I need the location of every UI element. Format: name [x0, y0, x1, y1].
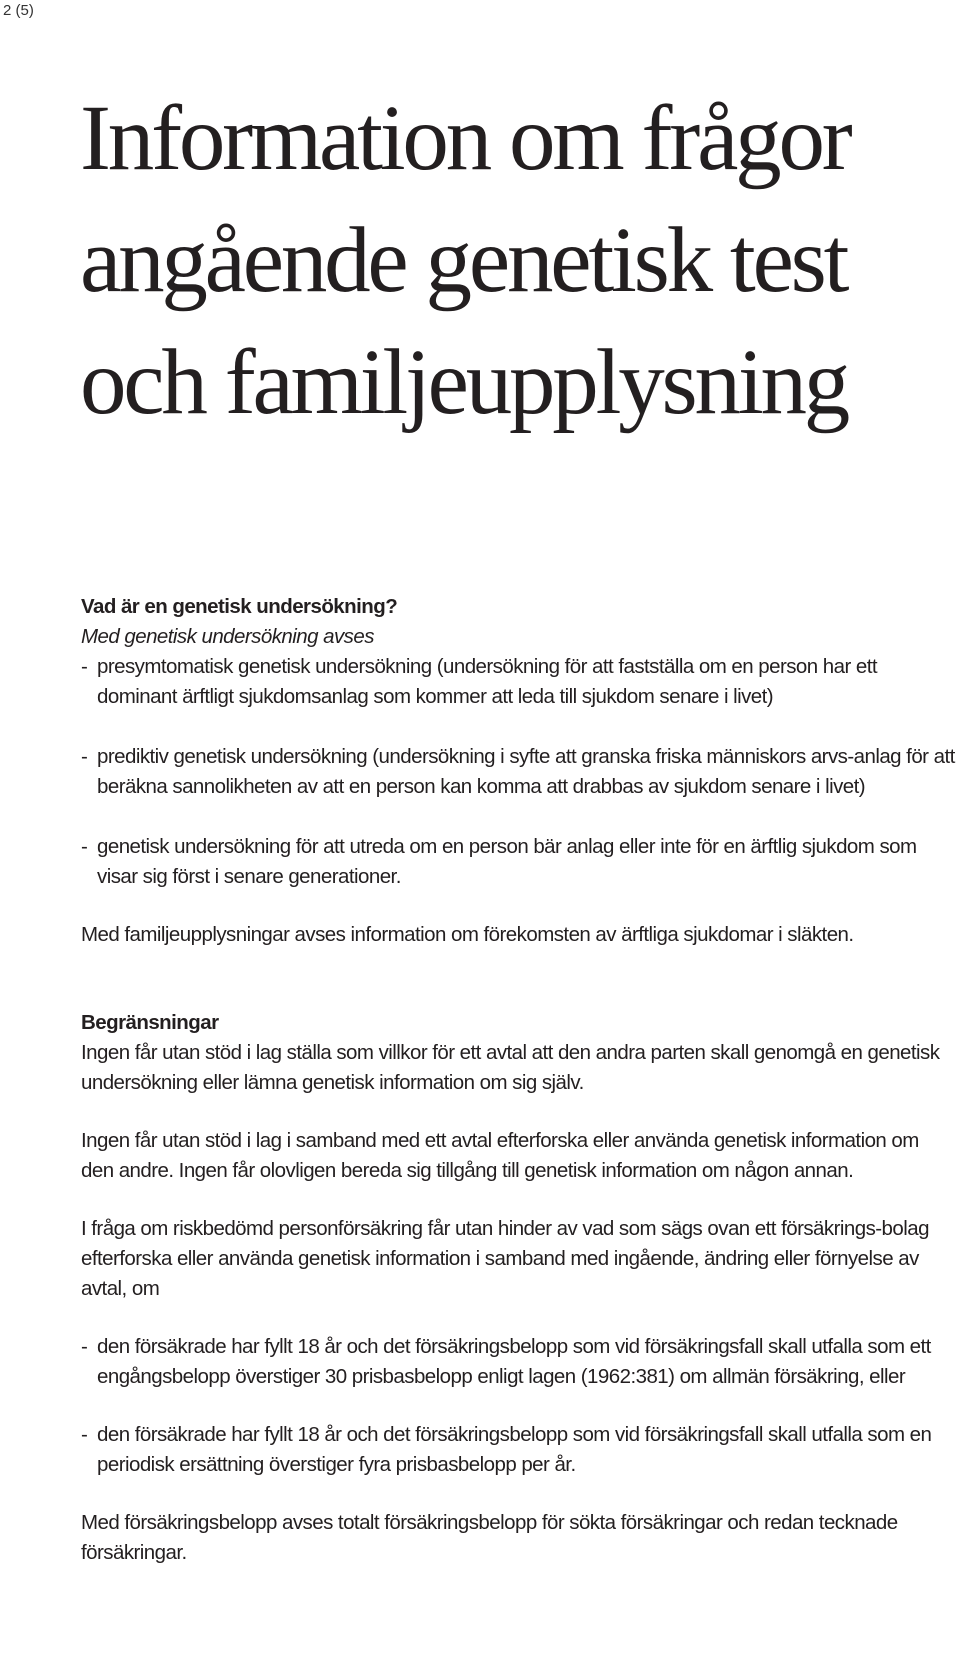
paragraph: I fråga om riskbedömd personförsäkring får utan hinder av vad som sägs ovan ett försäkrings-bolag efterforska eller använda genetisk information i samband med ingående, ändring eller förnyelse av avtal, om [81, 1217, 929, 1300]
section-restrictions [81, 1008, 956, 1568]
section-heading: Vad är en genetisk undersökning? [81, 595, 398, 618]
list-item-text: den försäkrade har fyllt 18 år och det försäkringsbelopp som vid försäkringsfall skall utfalla som ett engångsbelopp överstiger 30 prisbasbelopp enligt lagen (1962:381) om allmän försäkring, eller [97, 1335, 931, 1388]
intro-text: Med genetisk undersökning avses [81, 625, 374, 648]
dash-marker: - [81, 1423, 88, 1446]
list-item-text: genetisk undersökning för att utreda om en person bär anlag eller inte för en ärftlig sjukdom som visar sig först i senare generationer. [97, 835, 917, 888]
list-item [81, 1332, 956, 1392]
list-item [81, 832, 956, 892]
list-item [81, 652, 956, 712]
paragraph: Med familjeupplysningar avses information om förekomsten av ärftliga sjukdomar i släkten. [81, 923, 854, 946]
title-line: och familjeupplysning [80, 331, 848, 434]
paragraph: Med försäkringsbelopp avses totalt försäkringsbelopp för sökta försäkringar och redan tecknade försäkringar. [81, 1511, 898, 1564]
list-item-text: prediktiv genetisk undersökning (undersökning i syfte att granska friska människors arvs-anlag för att beräkna sannolikheten av att en person kan komma att drabbas av sjukdom senare i livet) [97, 745, 955, 798]
list-item [81, 1420, 956, 1480]
title-line: Information om frågor [80, 87, 850, 190]
dash-marker: - [81, 745, 88, 768]
paragraph: Ingen får utan stöd i lag ställa som villkor för ett avtal att den andra parten skall genomgå en genetisk undersökning eller lämna genetisk information om sig själv. [81, 1041, 940, 1094]
list-item-text: presymtomatisk genetisk undersökning (undersökning för att fastställa om en person har ett dominant ärftligt sjukdomsanlag som kommer att leda till sjukdom senare i livet) [97, 655, 878, 708]
section-heading: Begränsningar [81, 1011, 219, 1034]
page-title [80, 78, 950, 444]
condition-list [81, 1332, 956, 1480]
document-body [81, 592, 956, 1568]
dash-marker: - [81, 655, 88, 678]
paragraph: Ingen får utan stöd i lag i samband med ett avtal efterforska eller använda genetisk information om den andre. Ingen får olovligen bereda sig tillgång till genetisk information om någon annan. [81, 1129, 919, 1182]
page-number: 2 (5) [3, 2, 34, 19]
list-item-text: den försäkrade har fyllt 18 år och det försäkringsbelopp som vid försäkringsfall skall utfalla som en periodisk ersättning överstiger fyra prisbasbelopp per år. [97, 1423, 932, 1476]
list-item [81, 742, 956, 802]
title-line: angående genetisk test [80, 209, 847, 312]
section-genetic-test [81, 592, 956, 950]
dash-marker: - [81, 835, 88, 858]
dash-marker: - [81, 1335, 88, 1358]
definition-list [81, 652, 956, 892]
